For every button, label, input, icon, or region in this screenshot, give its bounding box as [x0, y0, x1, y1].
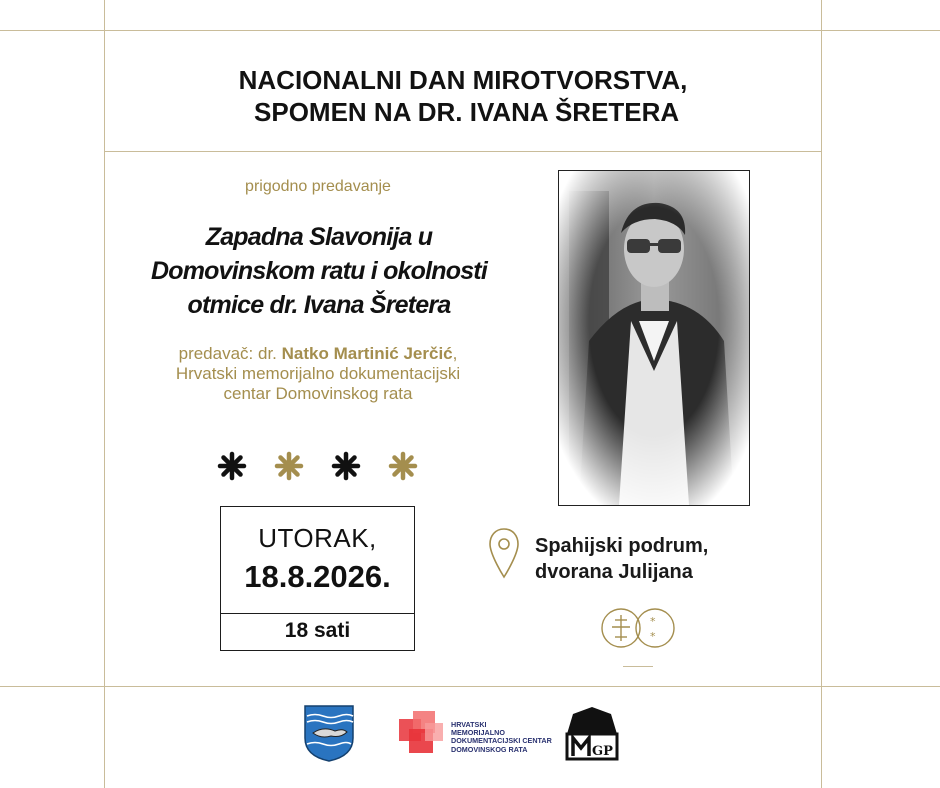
speaker-info	[112, 344, 524, 404]
title-line: SPOMEN NA DR. IVANA ŠRETERA	[246, 97, 680, 127]
speaker-prefix: predavač: dr.	[178, 344, 282, 363]
decorative-stars	[214, 451, 424, 487]
svg-text:GP: GP	[592, 744, 613, 759]
lecture-title-line: Zapadna Slavonija u	[205, 223, 433, 251]
svg-text:*: *	[650, 615, 656, 628]
asterisk-icon	[217, 451, 247, 481]
venue-line: Spahijski podrum,	[535, 535, 709, 557]
date-box-top	[221, 507, 414, 614]
speaker-institution: centar Domovinskog rata	[223, 384, 413, 403]
grid-line	[104, 151, 822, 152]
speaker-institution: Hrvatski memorijalno dokumentacijski	[175, 364, 461, 383]
logo-text-line: DOKUMENTACIJSKI CENTAR	[451, 736, 552, 746]
logo-text-line: DOMOVINSKOG RATA	[451, 744, 528, 754]
lecture-title	[118, 220, 520, 322]
hmdcdr-logo-mark	[399, 709, 447, 759]
divider	[623, 666, 653, 667]
event-time: 18 sati	[284, 619, 351, 642]
event-day: UTORAK,	[258, 523, 377, 553]
city-coat-of-arms-logo	[303, 704, 355, 762]
asterisk-icon	[331, 451, 361, 481]
grid-line	[0, 30, 940, 31]
asterisk-icon	[388, 451, 418, 481]
logo-text-line: HRVATSKI	[451, 720, 487, 729]
date-box	[220, 506, 415, 651]
asterisk-icon	[274, 451, 304, 481]
speaker-suffix: ,	[452, 344, 458, 363]
portrait-photo	[558, 170, 750, 506]
event-venue	[535, 533, 708, 585]
portrait-image	[559, 171, 749, 505]
lecture-title-line: otmice dr. Ivana Šretera	[187, 291, 451, 319]
lecture-title-line: Domovinskom ratu i okolnosti	[151, 257, 487, 285]
cross-emblem-icon	[600, 606, 678, 650]
grid-line	[0, 686, 940, 687]
lecture-kicker: prigodno predavanje	[245, 178, 391, 195]
title-line: NACIONALNI DAN MIROTVORSTVA,	[238, 65, 688, 95]
location-pin-icon	[488, 527, 520, 581]
event-date: 18.8.2026.	[244, 559, 391, 594]
svg-text:*: *	[650, 630, 656, 643]
hmdcdr-logo-text	[451, 721, 552, 754]
page-title	[104, 64, 822, 128]
logo-text-line: MEMORIJALNO	[451, 728, 505, 738]
museum-mgp-logo	[561, 704, 623, 762]
speaker-name: Natko Martinić Jerčić	[281, 344, 453, 363]
hmdcdr-logo	[399, 709, 559, 763]
venue-line: dvorana Julijana	[535, 561, 693, 583]
